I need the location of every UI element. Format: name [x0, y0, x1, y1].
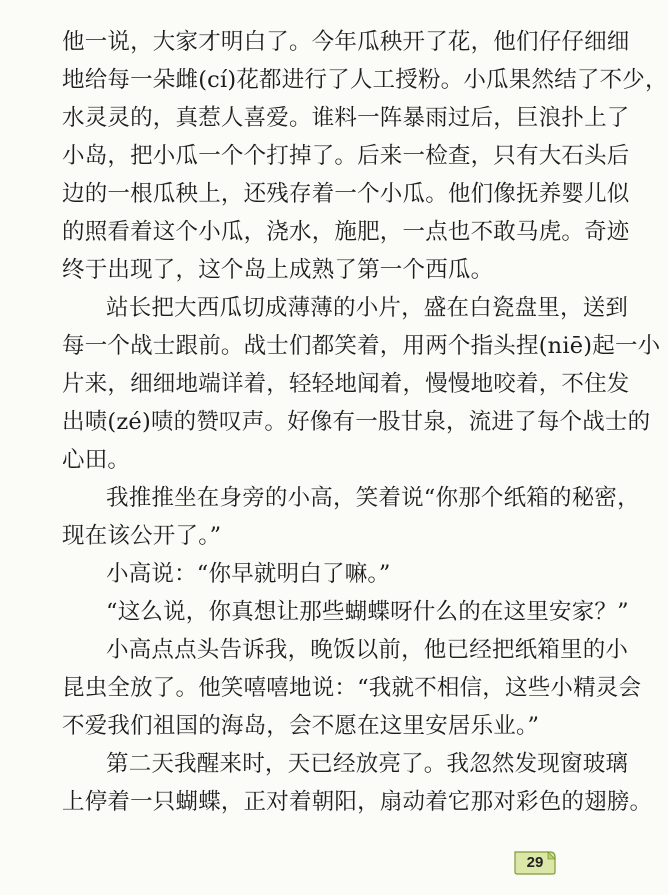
text-line: 边的一根瓜秧上，还残存着一个小瓜。他们像抚养婴儿似 [62, 181, 630, 207]
text-line: 我推推坐在身旁的小高，笑着说“你那个纸箱的秘密， [106, 485, 640, 511]
text-line: 站长把大西瓜切成薄薄的小片，盛在白瓷盘里，送到 [106, 295, 629, 321]
text-line: 小岛，把小瓜一个个打掉了。后来一检查，只有大石头后 [62, 143, 630, 169]
text-line: 他一说，大家才明白了。今年瓜秧开了花，他们仔仔细细 [62, 29, 630, 55]
page-number-tab [512, 849, 558, 877]
text-line: 的照看着这个小瓜，浇水，施肥，一点也不敢马虎。奇迹 [62, 219, 630, 245]
text-line: 昆虫全放了。他笑嘻嘻地说：“我就不相信，这些小精灵会 [62, 675, 642, 701]
text-line: 终于出现了，这个岛上成熟了第一个西瓜。 [62, 257, 494, 283]
text-line: 片来，细细地端详着，轻轻地闻着，慢慢地咬着，不住发 [62, 371, 630, 397]
text-line: 出啧(zé)啧的赞叹声。好像有一股甘泉，流进了每个战士的 [62, 409, 651, 435]
text-line: 每一个战士跟前。战士们都笑着，用两个指头捏(niē)起一小 [62, 333, 661, 359]
text-line: 现在该公开了。” [62, 523, 222, 549]
text-line: 上停着一只蝴蝶，正对着朝阳，扇动着它那对彩色的翅膀。 [62, 789, 653, 815]
text-line: 不爱我们祖国的海岛，会不愿在这里安居乐业。” [62, 713, 540, 739]
page-number: 29 [526, 854, 544, 871]
text-line: 水灵灵的，真惹人喜爱。谁料一阵暴雨过后，巨浪扑上了 [62, 105, 630, 131]
text-line: 心田。 [62, 447, 131, 473]
text-line: “这么说，你真想让那些蝴蝶呀什么的在这里安家？” [106, 599, 629, 625]
text-line: 地给每一朵雌(cí)花都进行了人工授粉。小瓜果然结了不少， [62, 67, 668, 93]
text-line: 小高说：“你早就明白了嘛。” [106, 561, 391, 587]
text-line: 小高点点头告诉我，晚饭以前，他已经把纸箱里的小 [106, 637, 629, 663]
text-line: 第二天我醒来时，天已经放亮了。我忽然发现窗玻璃 [106, 751, 629, 777]
